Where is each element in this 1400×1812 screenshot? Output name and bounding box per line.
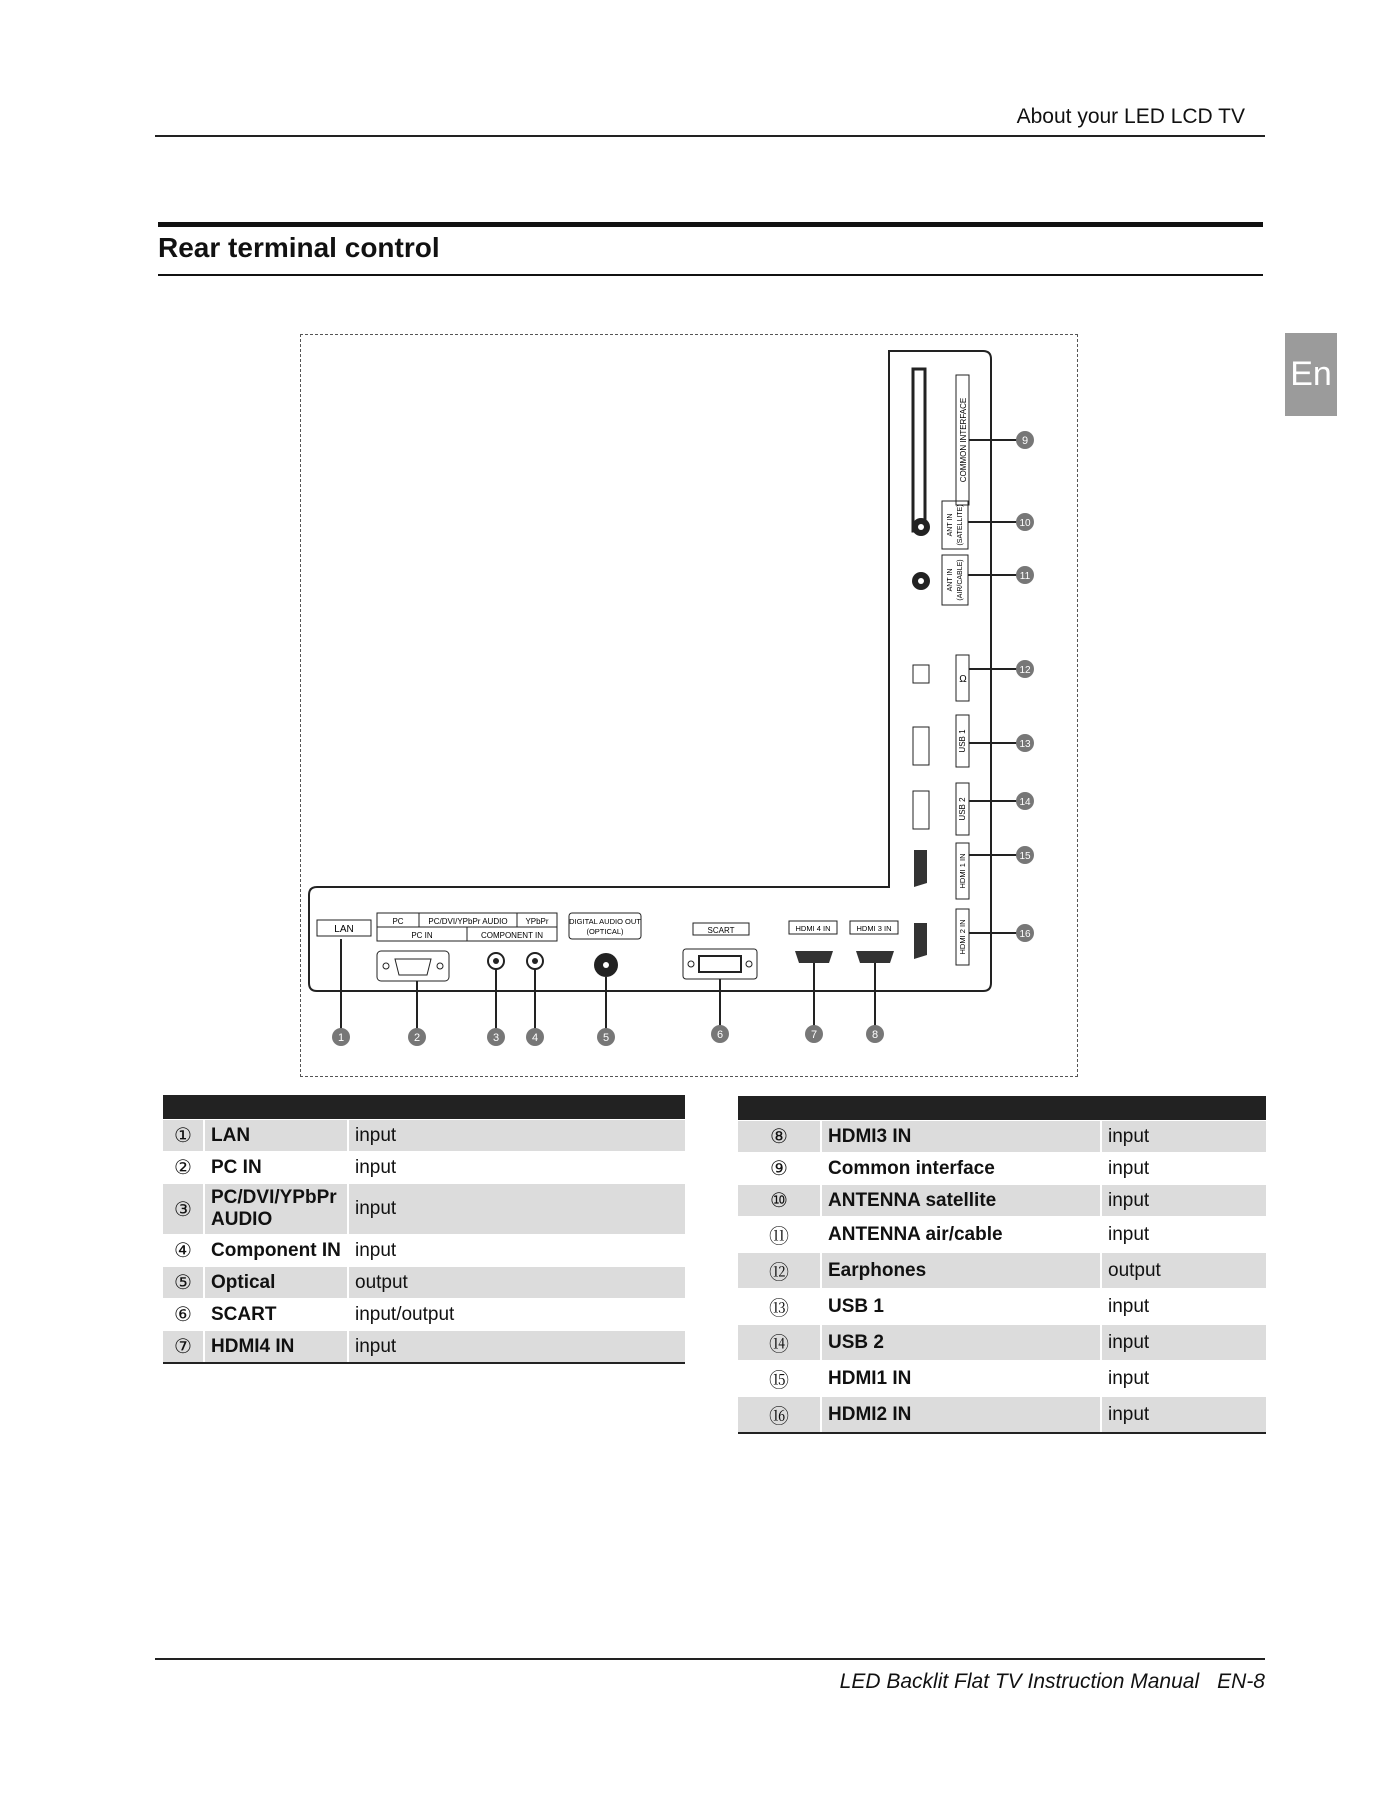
svg-text:6: 6 [716,1029,724,1041]
svg-text:15: 15 [1019,851,1031,862]
label-lan: LAN [334,924,354,935]
table-row: ③ PC/DVI/YPbPr AUDIO input [163,1184,685,1235]
table-row: ④ Component IN input [163,1235,685,1267]
port-usb2 [913,791,929,829]
label-hdmi2: HDMI 2 IN [958,919,967,955]
callout-3 [487,1028,505,1046]
label-ant-sat-2: (SATELLITE) [957,504,964,546]
label-usb1: USB 1 [958,729,967,753]
label-usb2: USB 2 [958,797,967,821]
label-optical: (OPTICAL) [586,927,624,936]
svg-text:2: 2 [413,1032,421,1044]
label-ypbpr: YPbPr [525,917,549,926]
footer-rule [155,1658,1265,1660]
callout-13 [1016,734,1034,752]
svg-text:13: 13 [1019,739,1031,750]
label-ant-sat-1: ANT IN [947,513,954,537]
callout-15 [1016,846,1034,864]
svg-text:11: 11 [1019,571,1031,582]
svg-text:12: 12 [1019,665,1031,676]
label-hdmi1: HDMI 1 IN [958,853,967,889]
svg-text:7: 7 [810,1029,818,1041]
port-earphones [913,665,929,683]
table-row: ② PC IN input [163,1152,685,1184]
label-hdmi4: HDMI 4 IN [795,924,831,933]
callout-16 [1016,924,1034,942]
callout-1 [332,1028,350,1046]
label-digital-audio: DIGITAL AUDIO OUT [569,917,641,926]
table-row: ⑤ Optical output [163,1267,685,1299]
svg-text:5: 5 [602,1032,610,1044]
callout-14 [1016,792,1034,810]
table-row: ⑨ Common interface input [738,1153,1266,1185]
label-scart: SCART [707,926,735,935]
table-row: ⑬ USB 1 input [738,1289,1266,1325]
callout-4 [526,1028,544,1046]
callout-10 [1016,513,1034,531]
callout-11 [1016,566,1034,584]
title-bar [158,222,1263,227]
callout-9 [1016,431,1034,449]
port-usb1 [913,727,929,765]
language-tab: En [1285,333,1337,416]
table-row: ⑯ HDMI2 IN input [738,1397,1266,1434]
callout-8 [866,1025,884,1043]
label-ant-cable-2: (AIR/CABLE) [957,559,964,601]
table-row: ⑭ USB 2 input [738,1325,1266,1361]
page-title: Rear terminal control [158,232,440,263]
callout-5 [597,1028,615,1046]
header-section-title: About your LED LCD TV [1016,105,1245,128]
table-row: ⑪ ANTENNA air/cable input [738,1217,1266,1253]
label-pc-audio: PC/DVI/YPbPr AUDIO [428,917,508,926]
label-component-in: COMPONENT IN [480,931,544,940]
svg-text:14: 14 [1019,797,1031,808]
label-pc: PC [392,917,404,926]
callout-7 [805,1025,823,1043]
svg-text:9: 9 [1021,435,1029,447]
label-common-interface: COMMON INTERFACE [959,397,968,483]
footer-manual-title: LED Backlit Flat TV Instruction Manual [839,1670,1200,1693]
label-ant-cable-1: ANT IN [947,568,954,592]
rear-panel-diagram [300,334,1078,1077]
label-hdmi3: HDMI 3 IN [856,924,892,933]
table-row: ⑧ HDMI3 IN input [738,1121,1266,1153]
table-row: ⑮ HDMI1 IN input [738,1361,1266,1397]
terminal-table-right [738,1096,1266,1434]
title-rule [158,274,1263,276]
tv-outline [309,351,991,991]
port-hdmi2 [914,923,927,959]
port-hdmi4 [795,951,833,963]
svg-text:1: 1 [337,1032,345,1044]
port-hdmi1 [914,850,927,887]
callout-12 [1016,660,1034,678]
callout-6 [711,1025,729,1043]
label-pc-in: PC IN [411,931,433,940]
table-row: ⑫ Earphones output [738,1253,1266,1289]
table-row: ⑩ ANTENNA satellite input [738,1185,1266,1217]
port-hdmi3 [856,951,894,963]
table-row: ① LAN input [163,1120,685,1152]
svg-text:4: 4 [531,1032,539,1044]
table-row: ⑥ SCART input/output [163,1299,685,1331]
callout-2 [408,1028,426,1046]
footer [822,1670,1265,1694]
earphone-icon: Ω [959,674,967,685]
svg-text:3: 3 [492,1032,500,1044]
svg-text:8: 8 [871,1029,879,1041]
svg-text:10: 10 [1019,518,1031,529]
svg-text:16: 16 [1019,929,1031,940]
header-rule [155,135,1265,137]
footer-page-number: EN-8 [1217,1670,1265,1693]
table-row: ⑦ HDMI4 IN input [163,1331,685,1364]
port-common-interface [913,369,925,531]
terminal-table-left [163,1095,685,1364]
